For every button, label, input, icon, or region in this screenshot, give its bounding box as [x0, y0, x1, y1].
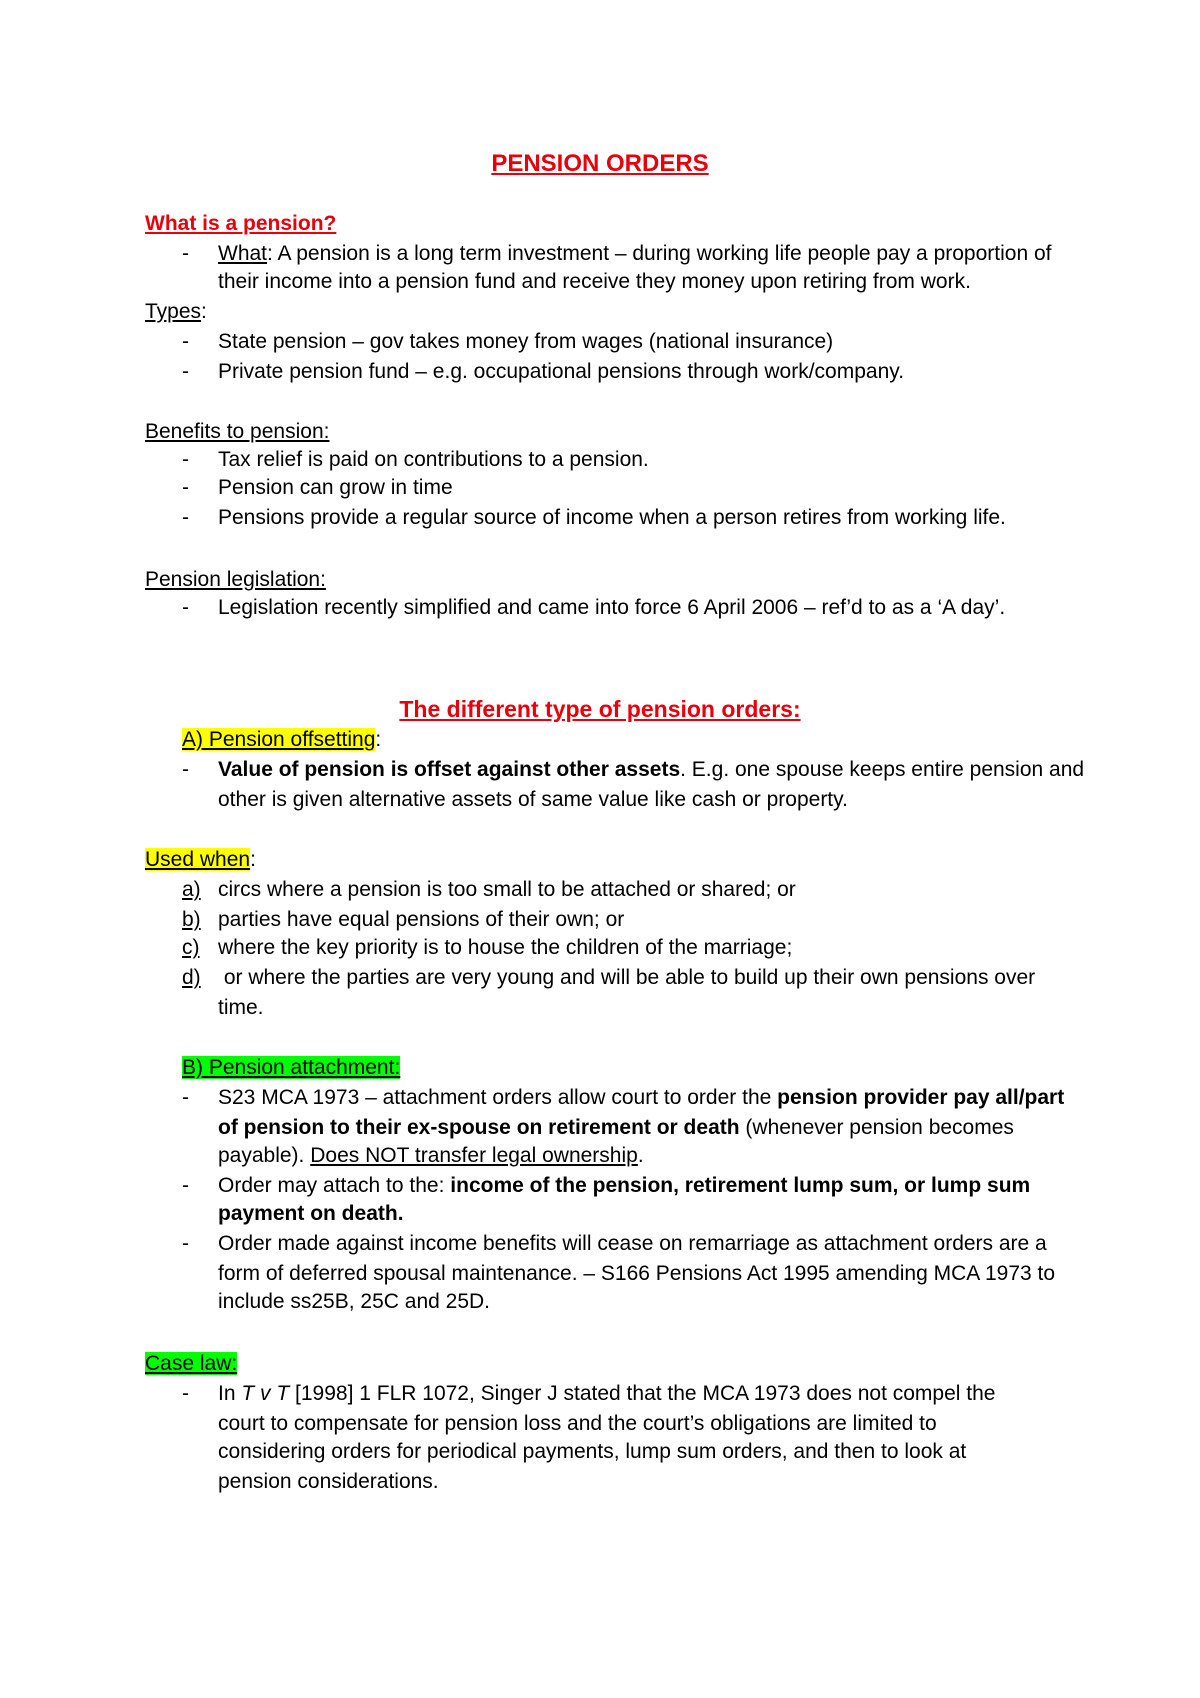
attachment-item-2-line-1 [218, 1172, 1030, 1200]
bullet: - [182, 1382, 189, 1405]
item-label: b) [182, 908, 201, 931]
text: S23 MCA 1973 – attachment orders allow court to order the [218, 1086, 778, 1109]
bold-text: pension provider pay all/part [777, 1086, 1065, 1109]
item-text: or where the parties are very young and will be able to build up their own pensions over [218, 966, 1036, 989]
used-when-colon: : [250, 848, 256, 871]
attachment-item-1-line-1 [218, 1084, 1064, 1112]
offsetting-heading-line [182, 726, 381, 754]
text: In [218, 1382, 242, 1405]
bold-text: of pension to their ex-spouse on retirement or death [218, 1116, 740, 1139]
types-of-orders-heading: The different type of pension orders: [399, 696, 801, 722]
case-law-line-1 [218, 1380, 995, 1408]
benefits-item: Tax relief is paid on contributions to a pension. [218, 448, 649, 471]
used-when-item [182, 876, 796, 904]
types-item: State pension – gov takes money from wages (national insurance) [218, 330, 834, 353]
case-name: T v T [241, 1382, 290, 1405]
underlined-text: Does NOT transfer legal ownership [310, 1144, 638, 1167]
types-label: Types [145, 300, 202, 323]
attachment-item-3-line-3: include ss25B, 25C and 25D. [218, 1290, 491, 1313]
bullet: - [182, 360, 189, 383]
case-law-line-3: considering orders for periodical payments, lump sum orders, and then to look at [218, 1440, 967, 1463]
bullet: - [182, 330, 189, 353]
attachment-item-3-line-2: form of deferred spousal maintenance. – S166 Pensions Act 1995 amending MCA 1973 to [218, 1262, 1056, 1285]
attachment-heading: B) Pension attachment: [182, 1056, 401, 1079]
benefits-item: Pension can grow in time [218, 476, 453, 499]
bullet: - [182, 758, 189, 781]
text: payable). [218, 1144, 311, 1167]
legislation-item: Legislation recently simplified and came into force 6 April 2006 – ref’d to as a ‘A day’. [218, 596, 1006, 619]
used-when-heading-line [145, 846, 256, 874]
item-label: c) [182, 936, 200, 959]
offsetting-colon: : [375, 728, 382, 751]
what-label: What [218, 242, 268, 265]
what-line-1 [218, 240, 1051, 268]
case-law-heading-line [145, 1350, 237, 1378]
types-colon: : [201, 300, 207, 323]
used-when-continuation: time. [218, 996, 264, 1019]
attachment-heading-line [182, 1054, 400, 1082]
attachment-item-1-line-3 [218, 1142, 644, 1170]
bullet: - [182, 448, 189, 471]
case-law-line-2: court to compensate for pension loss and the court’s obligations are limited to [218, 1412, 937, 1435]
used-when-item [182, 934, 792, 962]
document-title: PENSION ORDERS [491, 150, 709, 177]
offsetting-line-1 [218, 756, 1084, 784]
attachment-item-1-line-2 [218, 1114, 1014, 1142]
benefits-item: Pensions provide a regular source of income when a person retires from working life. [218, 506, 1006, 529]
offsetting-line-2: other is given alternative assets of same value like cash or property. [218, 788, 848, 811]
text: Order may attach to the: [218, 1174, 451, 1197]
bullet: - [182, 476, 189, 499]
what-line-2: their income into a pension fund and receive they money upon retiring from work. [218, 270, 971, 293]
bullet: - [182, 242, 189, 265]
bold-text: income of the pension, retirement lump sum, or lump sum [450, 1174, 1031, 1197]
bullet: - [182, 596, 189, 619]
types-label-line [145, 298, 207, 326]
used-when-heading: Used when [145, 848, 251, 871]
offsetting-bold: Value of pension is offset against other assets [218, 758, 681, 781]
item-text: where the key priority is to house the children of the marriage; [218, 936, 793, 959]
text: (whenever pension becomes [739, 1116, 1014, 1139]
benefits-heading: Benefits to pension: [145, 420, 330, 443]
attachment-item-3-line-1: Order made against income benefits will cease on remarriage as attachment orders are a [218, 1232, 1047, 1255]
case-law-heading: Case law: [145, 1352, 238, 1375]
what-text: : A pension is a long term investment – during working life people pay a proportion of [267, 242, 1052, 265]
what-is-heading: What is a pension? [145, 212, 337, 235]
case-law-line-4: pension considerations. [218, 1470, 439, 1493]
item-label: a) [182, 878, 201, 901]
used-when-item [182, 964, 1035, 992]
attachment-item-2-line-2: payment on death. [218, 1202, 404, 1225]
offsetting-text: . E.g. one spouse keeps entire pension and [680, 758, 1085, 781]
types-item: Private pension fund – e.g. occupational pensions through work/company. [218, 360, 905, 383]
text: . [637, 1144, 644, 1167]
bullet: - [182, 1086, 189, 1109]
used-when-item [182, 906, 624, 934]
legislation-heading: Pension legislation: [145, 568, 326, 591]
text: [1998] 1 FLR 1072, Singer J stated that the MCA 1973 does not compel the [289, 1382, 996, 1405]
offsetting-heading: A) Pension offsetting [182, 728, 376, 751]
bullet: - [182, 1174, 189, 1197]
item-text: parties have equal pensions of their own; or [218, 908, 625, 931]
bullet: - [182, 506, 189, 529]
item-label: d) [182, 966, 201, 989]
bullet: - [182, 1232, 189, 1255]
item-text: circs where a pension is too small to be attached or shared; or [218, 878, 796, 901]
